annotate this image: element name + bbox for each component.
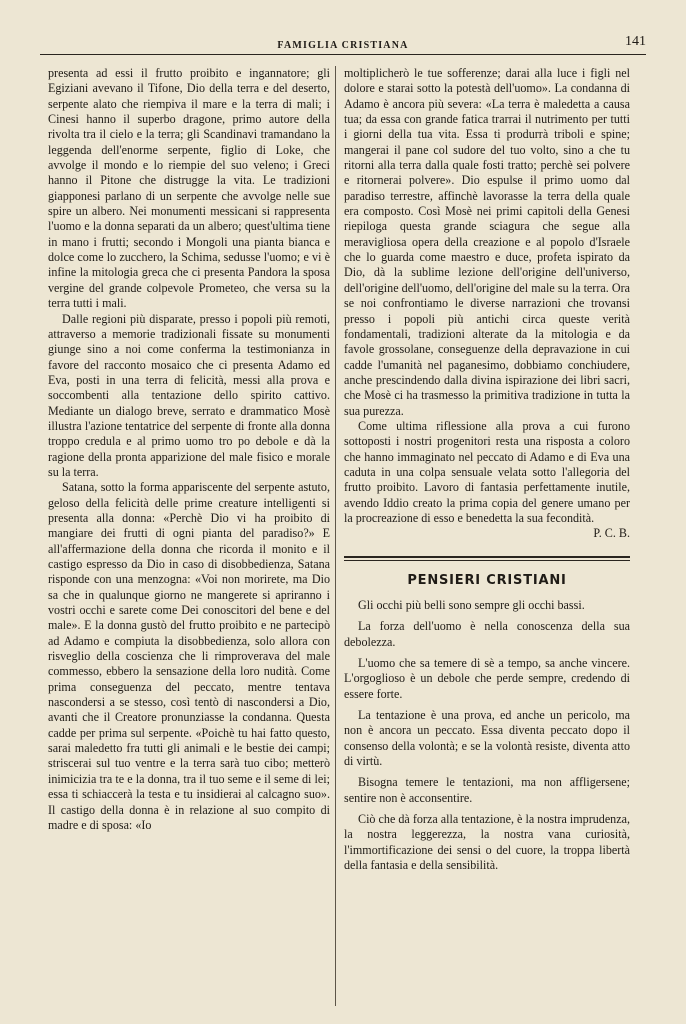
thought-item	[344, 619, 630, 650]
thought-text: La forza dell'uomo è nella conoscenza della sua debolezza.	[344, 619, 630, 649]
section-rule-bottom	[344, 560, 630, 561]
thought-text: Bisogna temere le tentazioni, ma non affligersene; sentire non è acconsentire.	[344, 775, 630, 805]
article-paragraph: Satana, sotto la forma appariscente del serpente astuto, geloso della felicità delle prime creature intelligenti si presenta alla donna: «Perchè Dio vi ha proibito di mangiare dei frutti di ogni pianta del paradiso?» E all'affermazione della donna che ricorda il monito e il castigo espresso da Dio in caso di disobbedienza, Satana risponde con una menzogna: «Voi non morirete, ma Dio sa che in qualunque giorno ne mangerete si apriranno i vostri occhi e sarete come Dei conoscitori del bene e del male». E la donna gustò del frutto proibito e ne partecipò ad Adamo e compiuta la disobbedienza, solo allora con risveglio della coscienza che li rimproverava del male commesso, ebbero la sensazione della loro nudità. Come prima conseguenza del peccato, mentre tentava nascondersi a se stesso, così tentò di nascondersi a Dio, avanti che il Creatore pronunziasse la condanna. Questa cadde per prima sul serpente. «Poichè tu hai fatto questo, sarai maledetto fra tutti gli animali e le bestie dei campi; striscerai sul tuo ventre e la terra sarà tuo cibo; metterò inimicizia tra te e la donna, tra il tuo seme e il seme di lei; essa ti schiaccerà la testa e tu insidierai al calcagno suo». Il castigo della donna è in relazione al suo compito di madre e di sposa: «Io	[48, 480, 330, 832]
section-rule-top	[344, 556, 630, 558]
column-divider	[335, 66, 336, 1006]
article-paragraph: moltiplicherò le tue sofferenze; darai alla luce i figli nel dolore e starai sotto la potestà dell'uomo». La condanna di Adamo è ancora più severa: «La terra è maledetta a causa tua; da essa con grande fatica trarrai il nutrimento per tutti i giorni della tua vita. Essa ti produrrà triboli e spine; mangerai il pane col sudore del tuo volto, sino a che tu ritorni alla terra dalla quale fosti tratto; perchè sei polvere e ritornerai polvere». Dio espulse il primo uomo dal paradiso terrestre, affinchè lavorasse la terra della quale era composto. Così Mosè nei primi capitoli della Genesi riepiloga questa grande sciagura che segue alla meravigliosa opera della creazione e al popolo d'Israele che lo guarda come maestro e duce, profeta ispirato da Dio, dà la sublime lezione dell'origine dell'universo, dell'origine dell'uomo, dell'origine del male su la terra. Ora se noi confrontiamo le diverse narrazioni che trovansi presso i popoli più antichi circa queste verità fondamentali, tradizioni alterate da la mitologia e da favole grossolane, conseguenze della depravazione in cui cadde l'umanità nel paganesimo, dobbiamo conchiudere, anche prescindendo dalla divina ispirazione dei libri sacri, che Mosè ci ha trasmesso la primitiva tradizione in tutta la sua purezza.	[344, 66, 630, 418]
thought-item	[344, 775, 630, 806]
thought-text: Gli occhi più belli sono sempre gli occhi bassi.	[358, 598, 585, 612]
section-title: PENSIERI CRISTIANI	[407, 572, 567, 588]
thought-item	[344, 656, 630, 702]
article-paragraph: presenta ad essi il frutto proibito e ingannatore; gli Egiziani avevano il Tifone, Dio della terra e del deserto, serpente alato che riempiva il mare e la terra di mali; i Cinesi hanno il superbo dragone, primo autore della rivolta tra il cielo e la terra; gli Scandinavi tramandano la leggenda dell'enorme serpente, figlio di Loke, che avvolge il mondo e lo riempie del suo veleno; i Greci hanno il Pitone che distrugge la vita. Le tradizioni giapponesi parlano di un serpente che avvolge nelle sue spire un albero. Nei monumenti messicani si rappresenta l'uomo e la donna separati da un albero; quest'ultima tiene in mano i frutti; secondo i Mongoli una pianta bianca e dolce come lo zucchero, la Schima, sedusse l'uomo; e vi è infine la mitologia greca che ci presenta Pandora la sposa vergine del grande colpevole Prometeo, che versa su la terra tutti i mali.	[48, 66, 330, 311]
article-signature: P. C. B.	[593, 526, 630, 541]
article-paragraph: Dalle regioni più disparate, presso i popoli più remoti, attraverso a memorie tradizionali fissate su monumenti giunge sino a noi come conferma la testimonianza in favore del racconto mosaico che ci presenta Adamo ed Eva, posti in una terra di felicità, messi alla prova e soccombenti alla tentazione dello spirito cattivo. Mediante un dialogo breve, serrato e drammatico Mosè illustra l'azione tentatrice del serpente di fronte alla donna troppo credula e al primo uomo tro po debole e dà la ragione della pronta apparizione del male fisico e morale su la terra.	[48, 311, 330, 479]
thought-item	[344, 598, 630, 613]
article-paragraph: Come ultima riflessione alla prova a cui furono sottoposti i nostri progenitori resta una risposta a coloro che hanno immaginato nel peccato di Adamo e di Eva una caduta in una colpa sensuale velata sotto l'allegoria del frutto proibito. Lavoro di fantasia perfettamente inutile, avendo Iddio creato la prima copia del genere umano per la procreazione di esso e benedetta la sua fecondità.	[344, 418, 630, 525]
running-title: FAMIGLIA CRISTIANA	[277, 40, 409, 51]
right-column	[344, 66, 630, 880]
thought-item	[344, 708, 630, 769]
thought-item	[344, 812, 630, 873]
page-header	[40, 32, 646, 55]
thought-text: L'uomo che sa temere di sè a tempo, sa anche vincere. L'orgoglioso è un debole che perde sempre, credendo di essere forte.	[344, 656, 630, 701]
thought-text: La tentazione è una prova, ed anche un pericolo, ma non è ancora un peccato. Essa diventa peccato dopo il consenso della volontà; e se la volontà resiste, diventa atto di virtù.	[344, 708, 630, 769]
left-column	[48, 66, 330, 833]
page-number: 141	[625, 34, 646, 49]
thought-text: Ciò che dà forza alla tentazione, è la nostra imprudenza, la nostra leggerezza, la nostra vana curiosità, l'immortificazione dei sensi o del cuore, la troppa libertà della fantasia e della sensibilità.	[344, 812, 630, 873]
